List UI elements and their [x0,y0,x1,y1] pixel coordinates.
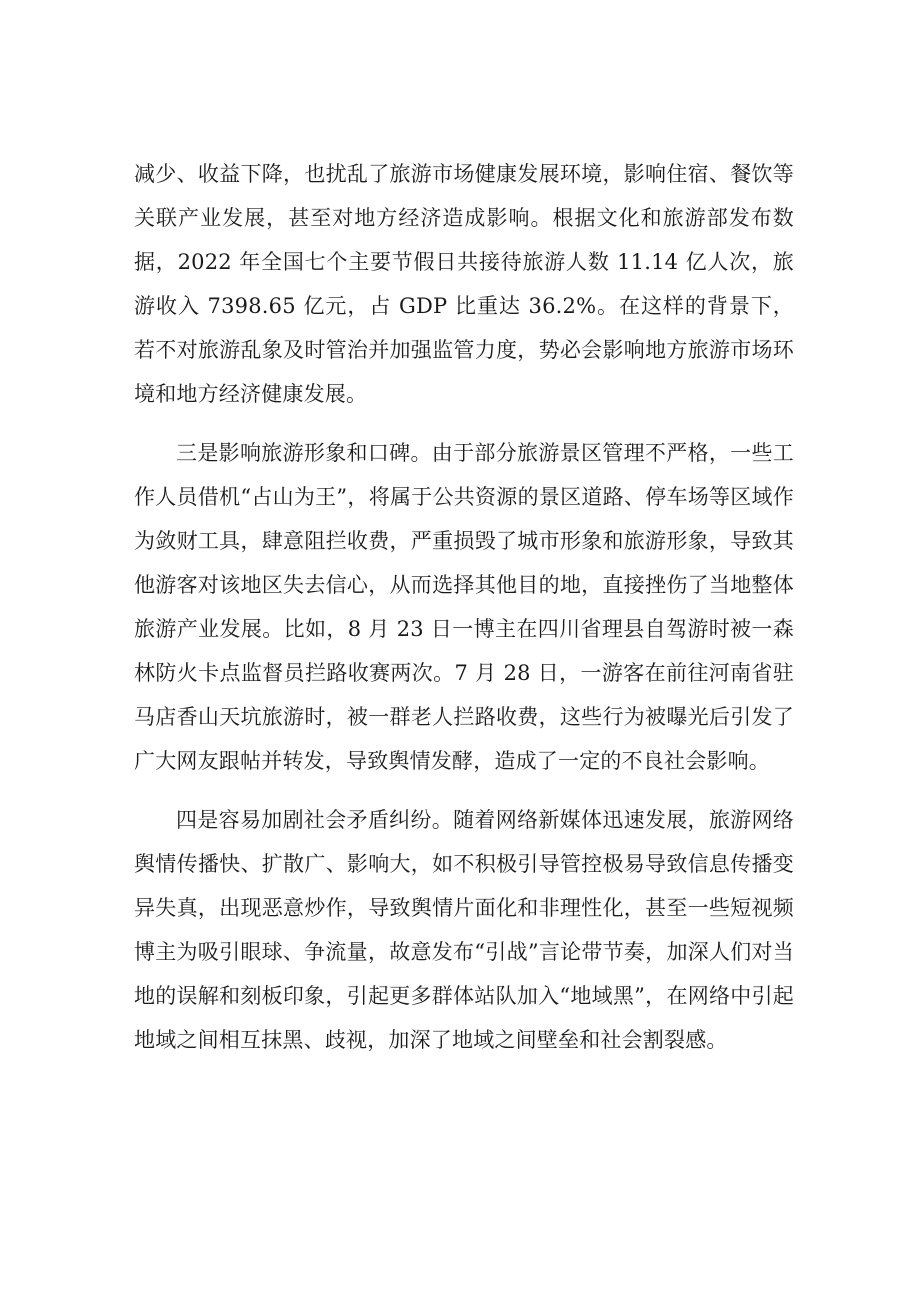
document-body [134,152,794,1077]
paragraph-point-three: 三是影响旅游形象和口碑。由于部分旅游景区管理不严格，一些工作人员借机“占山为王”，将属于公共资源的景区道路、停车场等区域作为敛财工具，肆意阻拦收费，严重损毁了城市形象和旅游形象，导致其他游客对该地区失去信心，从而选择其他目的地，直接挫伤了当地整体旅游产业发展。比如，8 月 23 日一博主在四川省理县自驾游时被一森林防火卡点监督员拦路收赛两次。7 月 28 日，一游客在前往河南省驻马店香山天坑旅游时，被一群老人拦路收费，这些行为被曝光后引发了广大网友跟帖并转发，导致舆情发酵，造成了一定的不良社会影响。 [134,441,794,773]
paragraph-point-four: 四是容易加剧社会矛盾纠纷。随着网络新媒体迅速发展，旅游网络舆情传播快、扩散广、影响大，如不积极引导管控极易导致信息传播变异失真，出现恶意炒作，导致舆情片面化和非理性化，甚至一些短视频博主为吸引眼球、争流量，故意发布“引战”言论带节奏，加深人们对当地的误解和刻板印象，引起更多群体站队加入“地域黑”，在网络中引起地域之间相互抹黑、歧视，加深了地域之间壁垒和社会割裂感。 [134,808,794,1052]
paragraph-continuation: 减少、收益下降，也扰乱了旅游市场健康发展环境，影响住宿、餐饮等关联产业发展，甚至对地方经济造成影响。根据文化和旅游部发布数据，2022 年全国七个主要节假日共接待旅游人数 11.14 亿人次，旅游收入 7398.65 亿元，占 GDP 比重达 36.2%。在这样的背景下，若不对旅游乱象及时管治并加强监管力度，势必会影响地方旅游市场环境和地方经济健康发展。 [134,162,794,406]
